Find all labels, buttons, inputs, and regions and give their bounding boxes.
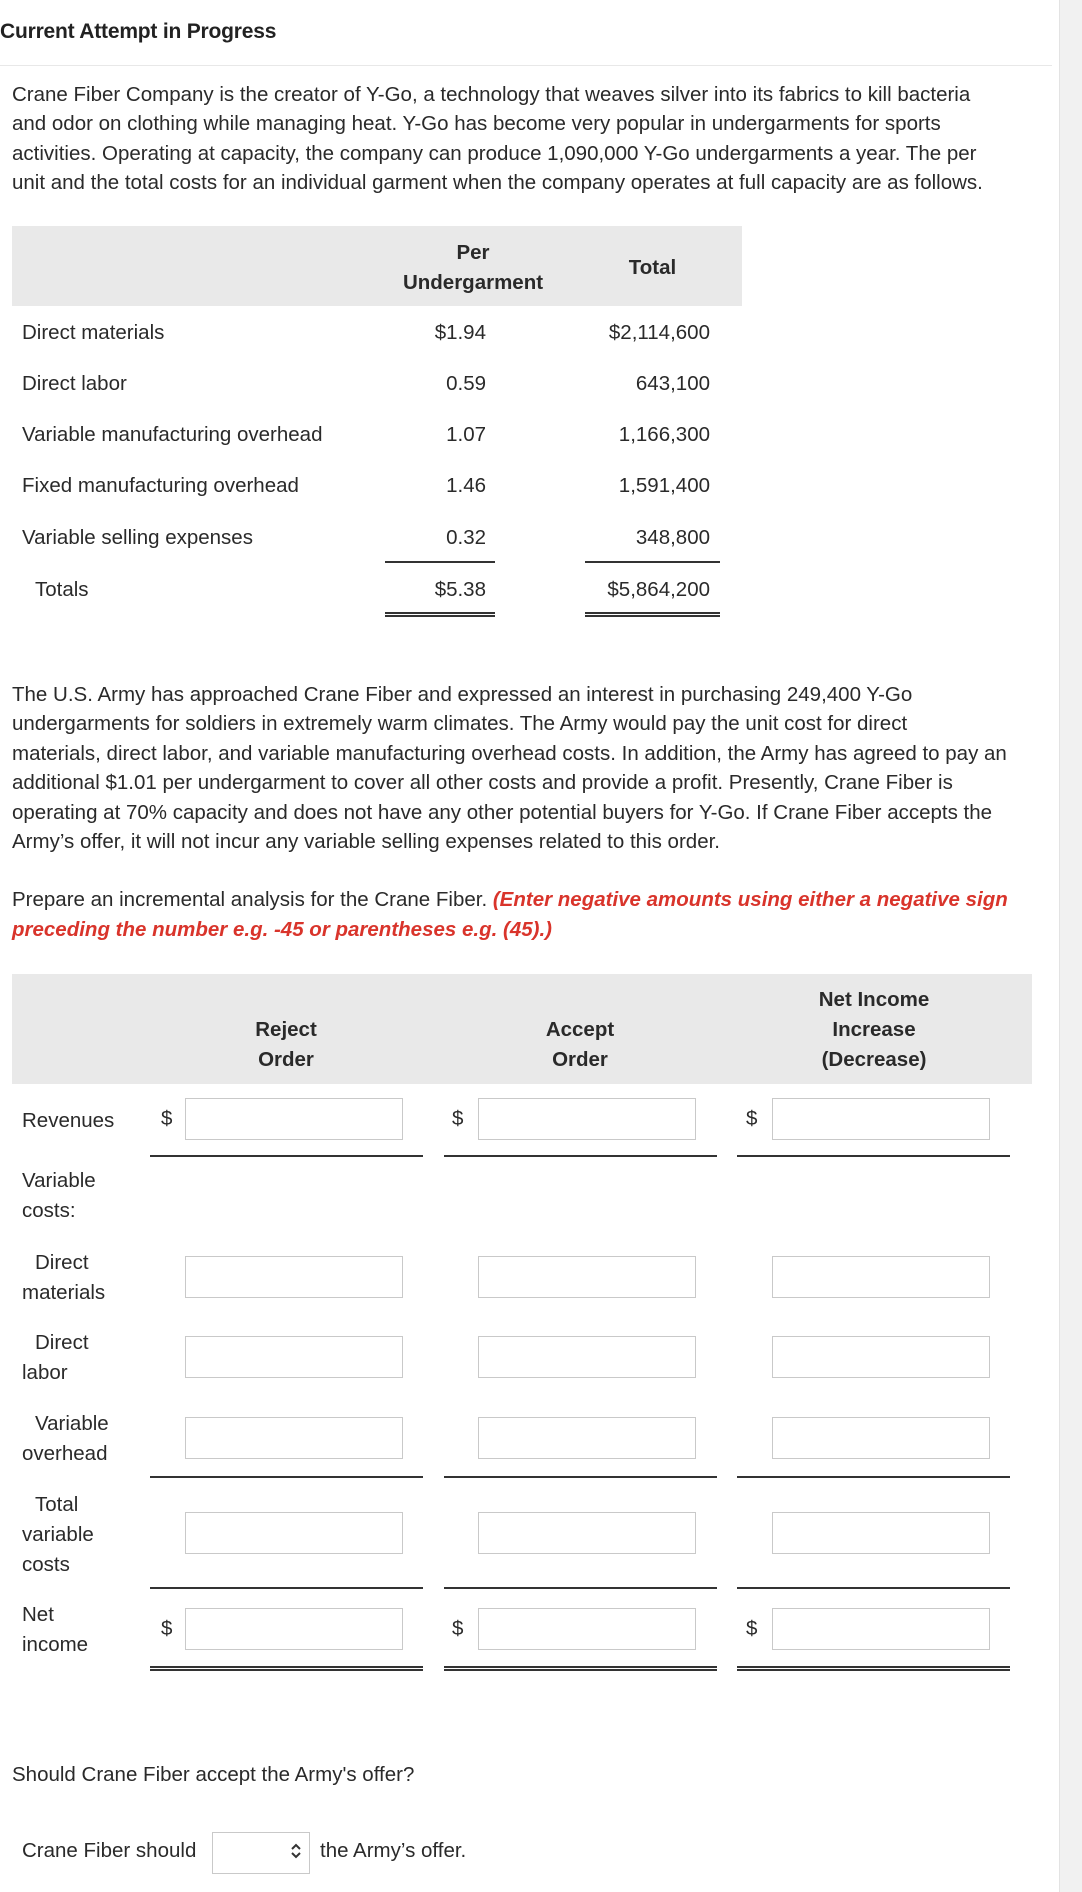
label-line: costs <box>22 1553 70 1576</box>
revenues-accept-input[interactable] <box>478 1098 696 1140</box>
total-variable-costs-reject-input[interactable] <box>185 1512 403 1554</box>
revenues-label: Revenues <box>22 1109 115 1132</box>
revenues-net-input[interactable] <box>772 1098 990 1140</box>
direct-labor-reject-input[interactable] <box>185 1336 403 1378</box>
total-variable-costs-net-input[interactable] <box>772 1512 990 1554</box>
cost-per-unit: $1.94 <box>434 321 486 344</box>
variable-costs-label <box>22 1166 96 1226</box>
reject-order-header <box>216 1015 356 1075</box>
variable-overhead-accept-input[interactable] <box>478 1417 696 1459</box>
cost-row-label: Direct materials <box>22 321 165 344</box>
total-double-rule <box>585 612 720 617</box>
per-undergarment-header <box>393 238 553 298</box>
total-double-rule <box>444 1666 717 1671</box>
header-line: Increase <box>832 1018 916 1041</box>
instruction-text: Prepare an incremental analysis for the Crane Fiber. <box>12 888 493 911</box>
row-rule <box>737 1476 1010 1478</box>
row-rule <box>444 1476 717 1478</box>
total-double-rule <box>150 1666 423 1671</box>
intro-line: activities. Operating at capacity, the company can produce 1,090,000 Y-Go undergarments a year. The per <box>12 142 977 165</box>
direct-materials-label <box>22 1248 105 1308</box>
page-scrollbar[interactable] <box>1059 0 1082 1892</box>
label-line: Variable <box>35 1412 109 1435</box>
cost-total: 348,800 <box>635 526 710 549</box>
header-line: Reject <box>255 1018 317 1041</box>
cost-total: 1,591,400 <box>618 474 710 497</box>
accept-order-header <box>510 1015 650 1075</box>
subtotal-rule <box>585 561 720 563</box>
currency-sign: $ <box>161 1617 173 1640</box>
label-line: income <box>22 1633 89 1656</box>
currency-sign: $ <box>746 1617 758 1640</box>
direct-labor-label <box>22 1328 89 1388</box>
army-line: operating at 70% capacity and does not have any other potential buyers for Y-Go. If Crane Fiber accepts the <box>12 801 993 824</box>
total-double-rule <box>737 1666 1010 1671</box>
attempt-header: Current Attempt in Progress <box>0 20 277 43</box>
label-line: costs: <box>22 1199 76 1222</box>
decision-prefix: Crane Fiber should <box>22 1839 197 1862</box>
instruction <box>12 885 1052 944</box>
row-rule <box>444 1587 717 1589</box>
cost-total: $2,114,600 <box>608 321 710 344</box>
header-line: Per <box>456 241 490 264</box>
army-line: The U.S. Army has approached Crane Fiber and expressed an interest in purchasing 249,400 Y-Go <box>12 683 913 706</box>
cost-row-label: Direct labor <box>22 372 127 395</box>
intro-line: unit and the total costs for an individual garment when the company operates at full capacity are as follows. <box>12 171 983 194</box>
row-rule <box>444 1155 717 1157</box>
total-header: Total <box>628 256 677 279</box>
total-variable-costs-label <box>22 1490 94 1580</box>
net-income-reject-input[interactable] <box>185 1608 403 1650</box>
label-line: materials <box>22 1281 106 1304</box>
variable-overhead-reject-input[interactable] <box>185 1417 403 1459</box>
decision-question: Should Crane Fiber accept the Army's offer? <box>12 1763 415 1786</box>
label-line: variable <box>22 1523 94 1546</box>
cost-per-unit: 0.59 <box>446 372 486 395</box>
cost-total: 1,166,300 <box>618 423 710 446</box>
decision-select[interactable] <box>212 1832 310 1874</box>
army-line: undergarments for soldiers in extremely warm climates. The Army would pay the unit cost for direct <box>12 712 908 735</box>
cost-row-label: Variable selling expenses <box>22 526 253 549</box>
variable-overhead-label <box>22 1409 109 1469</box>
direct-materials-net-input[interactable] <box>772 1256 990 1298</box>
currency-sign: $ <box>161 1107 173 1130</box>
header-line: Net Income <box>818 988 930 1011</box>
net-income-net-input[interactable] <box>772 1608 990 1650</box>
direct-materials-accept-input[interactable] <box>478 1256 696 1298</box>
cost-per-unit: 0.32 <box>446 526 486 549</box>
row-rule <box>150 1155 423 1157</box>
label-line: Direct <box>35 1331 89 1354</box>
label-line: labor <box>22 1361 68 1384</box>
cost-total: 643,100 <box>635 372 710 395</box>
subtotal-rule <box>385 561 495 563</box>
cost-row-label: Variable manufacturing overhead <box>22 423 323 446</box>
currency-sign: $ <box>452 1617 464 1640</box>
cost-row-label: Fixed manufacturing overhead <box>22 474 299 497</box>
row-rule <box>150 1476 423 1478</box>
row-rule <box>737 1155 1010 1157</box>
row-rule <box>150 1587 423 1589</box>
totals-total: $5,864,200 <box>607 578 710 601</box>
cost-per-unit: 1.46 <box>446 474 486 497</box>
net-income-label <box>22 1600 88 1660</box>
total-double-rule <box>385 612 495 617</box>
label-line: Net <box>22 1603 54 1626</box>
label-line: Total <box>35 1493 79 1516</box>
instruction-note: (Enter negative amounts using either a negative sign preceding the number e.g. -45 or parentheses e.g. (45).) <box>12 888 1008 941</box>
army-line: materials, direct labor, and variable manufacturing overhead costs. In addition, the Army has agreed to pay an <box>12 742 1007 765</box>
header-line: (Decrease) <box>821 1048 927 1071</box>
header-divider <box>0 65 1052 66</box>
net-income-accept-input[interactable] <box>478 1608 696 1650</box>
currency-sign: $ <box>452 1107 464 1130</box>
direct-materials-reject-input[interactable] <box>185 1256 403 1298</box>
direct-labor-net-input[interactable] <box>772 1336 990 1378</box>
variable-overhead-net-input[interactable] <box>772 1417 990 1459</box>
totals-per-unit: $5.38 <box>434 578 486 601</box>
army-line: additional $1.01 per undergarment to cover all other costs and provide a profit. Presently, Crane Fiber is <box>12 771 953 794</box>
header-line: Order <box>552 1048 608 1071</box>
decision-suffix: the Army’s offer. <box>320 1839 467 1862</box>
row-rule <box>737 1587 1010 1589</box>
currency-sign: $ <box>746 1107 758 1130</box>
revenues-reject-input[interactable] <box>185 1098 403 1140</box>
direct-labor-accept-input[interactable] <box>478 1336 696 1378</box>
header-line: Accept <box>545 1018 615 1041</box>
label-line: Direct <box>35 1251 89 1274</box>
label-line: Variable <box>22 1169 96 1192</box>
header-line: Undergarment <box>402 271 544 294</box>
updown-chevron-icon <box>289 1841 303 1866</box>
army-line: Army’s offer, it will not incur any variable selling expenses related to this order. <box>12 830 720 853</box>
label-line: overhead <box>22 1442 108 1465</box>
intro-line: Crane Fiber Company is the creator of Y-Go, a technology that weaves silver into its fabrics to kill bacteria <box>12 83 971 106</box>
cost-per-unit: 1.07 <box>446 423 486 446</box>
total-variable-costs-accept-input[interactable] <box>478 1512 696 1554</box>
intro-line: and odor on clothing while managing heat. Y-Go has become very popular in undergarments for sports <box>12 112 941 135</box>
net-income-header <box>789 985 959 1075</box>
header-line: Order <box>258 1048 314 1071</box>
totals-label: Totals <box>35 578 89 601</box>
